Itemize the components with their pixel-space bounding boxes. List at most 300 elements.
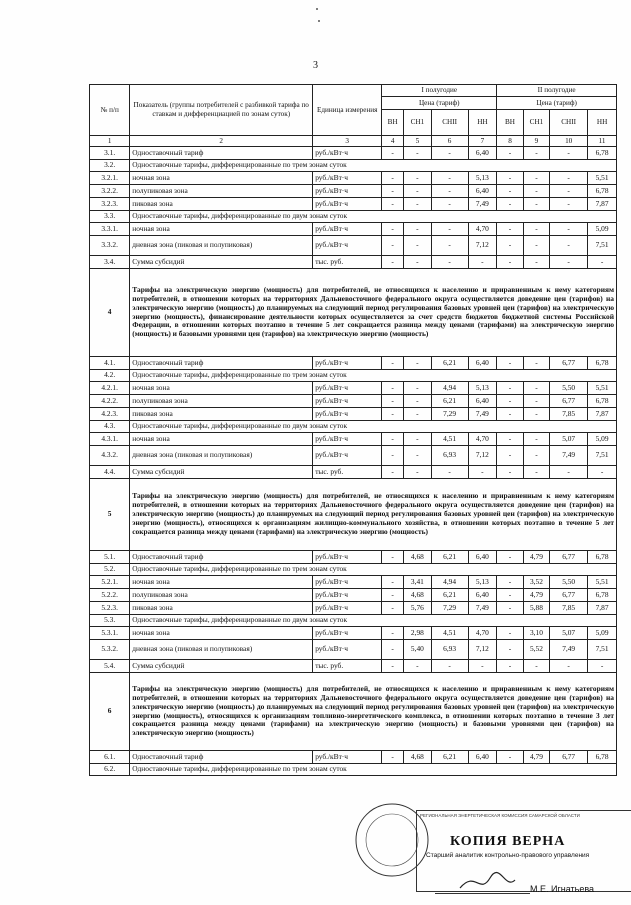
row-indicator: Одноставочный тариф xyxy=(130,551,313,564)
tariff-value: - xyxy=(550,223,588,236)
section-title: Тарифы на электрическую энергию (мощность) для потребителей, не относящихся к населению и приравненным к нему категориям потребителей, в отношении которых на территориях Дальневосточного федерального округа осуществляется доведение цен (тарифов) на электрическую энергию (мощность) до планируемых на следующий период регулирования базовых уровней цен (тарифов) на электрическую энергию (мощность), относящихся к организациям топливно-энергетического комплекса, в отношении которых поэтапно в течение 3 лет сокращается разница между ценами (тарифами) на электрическую энергию (мощность) и базовыми уровнями цен (тарифов) на электрическую энергию (мощность) xyxy=(130,673,617,751)
tariff-value: - xyxy=(382,236,404,256)
tariff-value: - xyxy=(431,172,468,185)
tariff-value: 7,87 xyxy=(588,602,617,615)
row-number: 6.1. xyxy=(90,751,130,764)
tariff-value: 6,93 xyxy=(431,446,468,466)
tariff-value: - xyxy=(497,640,523,660)
tariff-value: - xyxy=(497,751,523,764)
tariff-value: 6,78 xyxy=(588,551,617,564)
column-number: 6 xyxy=(431,136,468,147)
table-row xyxy=(90,602,617,615)
tariff-value: - xyxy=(382,172,404,185)
tariff-value: 4,51 xyxy=(431,627,468,640)
header-unit: Единица измерения xyxy=(313,85,382,136)
row-unit: руб./кВт·ч xyxy=(313,589,382,602)
tariff-value: - xyxy=(382,223,404,236)
header-level: СНII xyxy=(431,110,468,136)
tariff-value: - xyxy=(497,223,523,236)
row-number: 3.2. xyxy=(90,160,130,172)
tariff-value: 6,40 xyxy=(468,395,497,408)
tariff-value: 6,77 xyxy=(550,751,588,764)
tariff-value: - xyxy=(497,589,523,602)
subsection-title: Одноставочные тарифы, дифференцированные по двум зонам суток xyxy=(130,615,617,627)
row-unit: руб./кВт·ч xyxy=(313,395,382,408)
tariff-value: 5,76 xyxy=(404,602,432,615)
row-indicator: дневная зона (пиковая и полупиковая) xyxy=(130,640,313,660)
page-number: 3 xyxy=(313,60,318,71)
tariff-value: 7,12 xyxy=(468,446,497,466)
row-number: 4.3.1. xyxy=(90,433,130,446)
tariff-value: 6,78 xyxy=(588,395,617,408)
row-unit: руб./кВт·ч xyxy=(313,172,382,185)
row-number: 3.3.2. xyxy=(90,236,130,256)
tariff-value: - xyxy=(404,198,432,211)
row-number: 3.4. xyxy=(90,256,130,269)
subsection-title: Одноставочные тарифы, дифференцированные по трем зонам суток xyxy=(130,160,617,172)
scan-speck xyxy=(318,20,320,22)
tariff-value: 6,40 xyxy=(468,357,497,370)
tariff-value: - xyxy=(382,627,404,640)
tariff-value: - xyxy=(404,382,432,395)
column-number: 11 xyxy=(588,136,617,147)
tariff-value: 5,13 xyxy=(468,576,497,589)
column-number: 8 xyxy=(497,136,523,147)
table-row xyxy=(90,660,617,673)
row-indicator: пиковая зона xyxy=(130,198,313,211)
tariff-value: 6,21 xyxy=(431,357,468,370)
row-unit: руб./кВт·ч xyxy=(313,751,382,764)
tariff-value: - xyxy=(431,198,468,211)
tariff-value: - xyxy=(468,256,497,269)
row-number: 5.2. xyxy=(90,564,130,576)
tariff-value: - xyxy=(382,602,404,615)
row-unit: руб./кВт·ч xyxy=(313,551,382,564)
tariff-value: - xyxy=(404,223,432,236)
tariff-value: 5,51 xyxy=(588,576,617,589)
row-indicator: ночная зона xyxy=(130,223,313,236)
tariff-value: 7,87 xyxy=(588,198,617,211)
tariff-value: - xyxy=(404,466,432,479)
tariff-value: 5,09 xyxy=(588,627,617,640)
row-unit: руб./кВт·ч xyxy=(313,640,382,660)
header-indicator: Показатель (группы потребителей с разбивкой тарифа по ставкам и дифференциацией по зонам суток) xyxy=(130,85,313,136)
row-indicator: Сумма субсидий xyxy=(130,256,313,269)
row-indicator: Одноставочный тариф xyxy=(130,357,313,370)
tariff-value: - xyxy=(382,576,404,589)
tariff-value: - xyxy=(382,446,404,466)
tariff-value: - xyxy=(497,172,523,185)
tariff-value: 4,70 xyxy=(468,627,497,640)
row-indicator: полупиковая зона xyxy=(130,589,313,602)
tariff-value: 5,09 xyxy=(588,433,617,446)
tariff-value: - xyxy=(550,147,588,160)
tariff-value: 4,68 xyxy=(404,751,432,764)
section-title: Тарифы на электрическую энергию (мощность) для потребителей, не относящихся к населению и приравненным к нему категориям потребителей, в отношении которых на территориях Дальневосточного федерального округа осуществляется доведение цен (тарифов) на электрическую энергию (мощность) до планируемых на следующий период регулирования базовых уровней цен (тарифов) на электрическую энергию (мощность), финансирование деятельности которых осуществляется за счет средств бюджетов бюджетной системы Российской Федерации, в отношении которых поэтапно в течение 5 лет сокращается разница между ценами (тарифами) на электрическую энергию (мощность) и базовыми уровнями цен (тарифов) на электрическую энергию (мощность) xyxy=(130,269,617,357)
tariff-value: - xyxy=(550,660,588,673)
row-unit: руб./кВт·ч xyxy=(313,223,382,236)
row-unit: тыс. руб. xyxy=(313,660,382,673)
row-indicator: ночная зона xyxy=(130,433,313,446)
row-unit: руб./кВт·ч xyxy=(313,408,382,421)
tariff-value: - xyxy=(382,147,404,160)
table-row xyxy=(90,269,617,357)
tariff-value: - xyxy=(382,382,404,395)
row-indicator: пиковая зона xyxy=(130,408,313,421)
tariff-value: 4,79 xyxy=(523,751,549,764)
column-number: 7 xyxy=(468,136,497,147)
row-number: 3.1. xyxy=(90,147,130,160)
tariff-value: - xyxy=(523,256,549,269)
table-row xyxy=(90,370,617,382)
table-row xyxy=(90,198,617,211)
tariff-value: - xyxy=(404,408,432,421)
tariff-value: 5,07 xyxy=(550,627,588,640)
row-indicator: полупиковая зона xyxy=(130,185,313,198)
tariff-value: - xyxy=(431,223,468,236)
tariff-value: - xyxy=(523,223,549,236)
tariff-value: - xyxy=(404,172,432,185)
tariff-value: - xyxy=(382,357,404,370)
tariff-value: 5,09 xyxy=(588,223,617,236)
row-number: 4.4. xyxy=(90,466,130,479)
tariff-value: - xyxy=(523,660,549,673)
row-number: 4.3. xyxy=(90,421,130,433)
tariff-value: 5,50 xyxy=(550,382,588,395)
tariff-value: 3,10 xyxy=(523,627,549,640)
tariff-value: 6,77 xyxy=(550,395,588,408)
row-indicator: ночная зона xyxy=(130,627,313,640)
row-unit: руб./кВт·ч xyxy=(313,627,382,640)
row-unit: руб./кВт·ч xyxy=(313,185,382,198)
row-indicator: ночная зона xyxy=(130,576,313,589)
tariff-value: - xyxy=(382,640,404,660)
tariff-value: 7,51 xyxy=(588,446,617,466)
row-unit: тыс. руб. xyxy=(313,256,382,269)
row-number: 3.2.2. xyxy=(90,185,130,198)
tariff-value: - xyxy=(404,660,432,673)
tariff-value: - xyxy=(431,660,468,673)
row-number: 4.1. xyxy=(90,357,130,370)
row-number: 3.2.3. xyxy=(90,198,130,211)
tariff-value: - xyxy=(550,256,588,269)
row-number: 5.2.2. xyxy=(90,589,130,602)
tariff-value: 6,78 xyxy=(588,147,617,160)
row-number: 4.3.2. xyxy=(90,446,130,466)
tariff-value: 6,40 xyxy=(468,551,497,564)
tariff-value: 6,21 xyxy=(431,395,468,408)
tariff-value: 2,98 xyxy=(404,627,432,640)
tariff-value: - xyxy=(431,147,468,160)
row-indicator: дневная зона (пиковая и полупиковая) xyxy=(130,446,313,466)
row-number: 5.3. xyxy=(90,615,130,627)
header-level: НН xyxy=(588,110,617,136)
table-row xyxy=(90,576,617,589)
header-level: ВН xyxy=(382,110,404,136)
tariff-value: - xyxy=(523,357,549,370)
table-row xyxy=(90,640,617,660)
tariff-value: 6,40 xyxy=(468,147,497,160)
tariff-value: - xyxy=(550,198,588,211)
table-row xyxy=(90,172,617,185)
header-num: № п/п xyxy=(90,85,130,136)
tariff-value: - xyxy=(382,551,404,564)
tariff-value: - xyxy=(523,172,549,185)
table-row xyxy=(90,408,617,421)
tariff-value: 4,94 xyxy=(431,382,468,395)
stamp-header: РЕГИОНАЛЬНАЯ ЭНЕРГЕТИЧЕСКАЯ КОМИССИЯ САМАРСКОЙ ОБЛАСТИ xyxy=(420,813,580,818)
row-number: 4.2. xyxy=(90,370,130,382)
tariff-value: - xyxy=(404,185,432,198)
tariff-value: 5,88 xyxy=(523,602,549,615)
table-row xyxy=(90,160,617,172)
tariff-value: - xyxy=(523,395,549,408)
tariff-value: 7,12 xyxy=(468,236,497,256)
tariff-value: 7,85 xyxy=(550,602,588,615)
tariff-value: - xyxy=(523,466,549,479)
tariff-value: 7,49 xyxy=(550,640,588,660)
tariff-value: - xyxy=(382,589,404,602)
tariff-value: 6,77 xyxy=(550,357,588,370)
tariff-value: - xyxy=(382,466,404,479)
header-level: СНII xyxy=(550,110,588,136)
row-indicator: Сумма субсидий xyxy=(130,466,313,479)
row-number: 5.3.2. xyxy=(90,640,130,660)
row-unit: руб./кВт·ч xyxy=(313,357,382,370)
tariff-value: 6,78 xyxy=(588,589,617,602)
tariff-value: 5,51 xyxy=(588,172,617,185)
row-number: 4.2.1. xyxy=(90,382,130,395)
row-indicator: дневная зона (пиковая и полупиковая) xyxy=(130,236,313,256)
tariff-value: 6,77 xyxy=(550,551,588,564)
tariff-value: 6,78 xyxy=(588,751,617,764)
tariff-value: - xyxy=(497,408,523,421)
tariff-value: 4,94 xyxy=(431,576,468,589)
row-unit: руб./кВт·ч xyxy=(313,147,382,160)
table-row xyxy=(90,446,617,466)
tariff-value: 5,13 xyxy=(468,382,497,395)
tariff-value: 4,79 xyxy=(523,589,549,602)
row-unit: руб./кВт·ч xyxy=(313,446,382,466)
tariff-value: 5,40 xyxy=(404,640,432,660)
row-indicator: полупиковая зона xyxy=(130,395,313,408)
tariff-value: 5,50 xyxy=(550,576,588,589)
tariff-value: - xyxy=(588,256,617,269)
subsection-title: Одноставочные тарифы, дифференцированные по трем зонам суток xyxy=(130,764,617,776)
section-number: 6 xyxy=(90,673,130,751)
row-unit: руб./кВт·ч xyxy=(313,236,382,256)
table-row xyxy=(90,673,617,751)
tariff-value: - xyxy=(497,446,523,466)
column-number: 9 xyxy=(523,136,549,147)
section-number: 5 xyxy=(90,479,130,551)
table-row xyxy=(90,382,617,395)
tariff-table xyxy=(89,84,617,776)
tariff-value: - xyxy=(497,395,523,408)
tariff-value: 4,79 xyxy=(523,551,549,564)
tariff-value: - xyxy=(497,236,523,256)
tariff-value: 7,29 xyxy=(431,408,468,421)
tariff-value: - xyxy=(550,236,588,256)
row-indicator: ночная зона xyxy=(130,172,313,185)
tariff-value: - xyxy=(497,660,523,673)
tariff-value: 7,51 xyxy=(588,640,617,660)
tariff-value: - xyxy=(431,256,468,269)
row-number: 4.2.2. xyxy=(90,395,130,408)
tariff-value: - xyxy=(382,433,404,446)
table-row xyxy=(90,395,617,408)
row-indicator: Сумма субсидий xyxy=(130,660,313,673)
header-level: ВН xyxy=(497,110,523,136)
row-number: 4.2.3. xyxy=(90,408,130,421)
tariff-value: 6,21 xyxy=(431,751,468,764)
table-row xyxy=(90,147,617,160)
tariff-value: - xyxy=(523,236,549,256)
tariff-value: 6,78 xyxy=(588,357,617,370)
tariff-value: - xyxy=(497,382,523,395)
tariff-value: - xyxy=(431,185,468,198)
stamp-title: КОПИЯ ВЕРНА xyxy=(450,834,566,849)
section-title: Тарифы на электрическую энергию (мощность) для потребителей, не относящихся к населению и приравненным к нему категориям потребителей, в отношении которых на территориях Дальневосточного федерального округа осуществляется доведение цен (тарифов) на электрическую энергию (мощность) до планируемых на следующий период регулирования базовых уровней цен (тарифов) на электрическую энергию (мощность), относящихся к организациям жилищно-коммунального хозяйства, в отношении которых поэтапно в течение 5 лет сокращается разница между ценами (тарифами) на электрическую энергию (мощность) xyxy=(130,479,617,551)
tariff-value: - xyxy=(497,256,523,269)
table-row xyxy=(90,211,617,223)
column-number: 4 xyxy=(382,136,404,147)
row-number: 3.3. xyxy=(90,211,130,223)
tariff-value: - xyxy=(497,198,523,211)
tariff-value: - xyxy=(431,466,468,479)
subsection-title: Одноставочные тарифы, дифференцированные по трем зонам суток xyxy=(130,370,617,382)
table-row xyxy=(90,185,617,198)
tariff-value: - xyxy=(550,185,588,198)
tariff-value: 4,68 xyxy=(404,589,432,602)
tariff-value: 6,40 xyxy=(468,751,497,764)
column-number: 10 xyxy=(550,136,588,147)
tariff-value: - xyxy=(523,446,549,466)
tariff-value: 6,21 xyxy=(431,589,468,602)
tariff-value: - xyxy=(404,446,432,466)
stamp-position: Старший аналитик контрольно-правового управления xyxy=(426,852,590,859)
tariff-value: 5,07 xyxy=(550,433,588,446)
tariff-value: - xyxy=(523,408,549,421)
tariff-value: - xyxy=(523,433,549,446)
tariff-value: - xyxy=(588,660,617,673)
column-number: 5 xyxy=(404,136,432,147)
row-unit: руб./кВт·ч xyxy=(313,576,382,589)
tariff-value: - xyxy=(523,382,549,395)
tariff-value: - xyxy=(382,660,404,673)
section-number: 4 xyxy=(90,269,130,357)
tariff-value: 6,40 xyxy=(468,589,497,602)
table-row xyxy=(90,421,617,433)
table-row xyxy=(90,466,617,479)
tariff-value: - xyxy=(523,185,549,198)
tariff-value: - xyxy=(404,147,432,160)
tariff-value: - xyxy=(497,466,523,479)
tariff-value: - xyxy=(497,147,523,160)
row-unit: тыс. руб. xyxy=(313,466,382,479)
row-indicator: Одноставочный тариф xyxy=(130,751,313,764)
table-row xyxy=(90,479,617,551)
stamp-frame xyxy=(416,810,631,892)
tariff-value: 7,12 xyxy=(468,640,497,660)
tariff-value: 7,49 xyxy=(468,602,497,615)
table-row xyxy=(90,627,617,640)
tariff-value: 7,49 xyxy=(468,408,497,421)
tariff-value: - xyxy=(404,395,432,408)
scan-speck xyxy=(316,8,318,10)
table-row xyxy=(90,564,617,576)
tariff-value: 4,70 xyxy=(468,223,497,236)
row-indicator: пиковая зона xyxy=(130,602,313,615)
signature-line xyxy=(435,893,530,894)
table-row xyxy=(90,357,617,370)
tariff-value: 6,78 xyxy=(588,185,617,198)
table-row xyxy=(90,236,617,256)
tariff-value: - xyxy=(431,236,468,256)
row-indicator: ночная зона xyxy=(130,382,313,395)
tariff-value: 7,49 xyxy=(550,446,588,466)
table-row xyxy=(90,751,617,764)
tariff-value: - xyxy=(497,357,523,370)
subsection-title: Одноставочные тарифы, дифференцированные по двум зонам суток xyxy=(130,211,617,223)
row-number: 3.2.1. xyxy=(90,172,130,185)
header-level: СН1 xyxy=(523,110,549,136)
tariff-value: 7,49 xyxy=(468,198,497,211)
tariff-value: 6,93 xyxy=(431,640,468,660)
tariff-value: - xyxy=(404,256,432,269)
tariff-value: 7,85 xyxy=(550,408,588,421)
tariff-value: - xyxy=(468,466,497,479)
tariff-value: 4,68 xyxy=(404,551,432,564)
tariff-value: - xyxy=(382,408,404,421)
subsection-title: Одноставочные тарифы, дифференцированные по трем зонам суток xyxy=(130,564,617,576)
row-number: 5.3.1. xyxy=(90,627,130,640)
tariff-value: - xyxy=(523,147,549,160)
subsection-title: Одноставочные тарифы, дифференцированные по двум зонам суток xyxy=(130,421,617,433)
tariff-value: - xyxy=(404,236,432,256)
row-unit: руб./кВт·ч xyxy=(313,433,382,446)
row-unit: руб./кВт·ч xyxy=(313,198,382,211)
tariff-value: 6,21 xyxy=(431,551,468,564)
column-number: 3 xyxy=(313,136,382,147)
tariff-value: - xyxy=(404,357,432,370)
tariff-value: 4,70 xyxy=(468,433,497,446)
tariff-value: - xyxy=(497,602,523,615)
tariff-value: - xyxy=(550,466,588,479)
header-half-1: I полугодие xyxy=(382,85,497,97)
header-level: НН xyxy=(468,110,497,136)
tariff-value: - xyxy=(404,433,432,446)
certification-stamp xyxy=(340,800,631,905)
tariff-value: - xyxy=(497,551,523,564)
tariff-value: 5,13 xyxy=(468,172,497,185)
tariff-value: 3,41 xyxy=(404,576,432,589)
tariff-value: 4,51 xyxy=(431,433,468,446)
column-number: 1 xyxy=(90,136,130,147)
row-unit: руб./кВт·ч xyxy=(313,382,382,395)
tariff-value: - xyxy=(588,466,617,479)
tariff-value: 3,52 xyxy=(523,576,549,589)
tariff-value: - xyxy=(382,185,404,198)
row-number: 5.4. xyxy=(90,660,130,673)
table-row xyxy=(90,764,617,776)
table-row xyxy=(90,589,617,602)
tariff-value: - xyxy=(550,172,588,185)
row-number: 5.2.3. xyxy=(90,602,130,615)
header-half-2: II полугодие xyxy=(497,85,617,97)
tariff-value: 6,40 xyxy=(468,185,497,198)
tariff-value: - xyxy=(382,198,404,211)
